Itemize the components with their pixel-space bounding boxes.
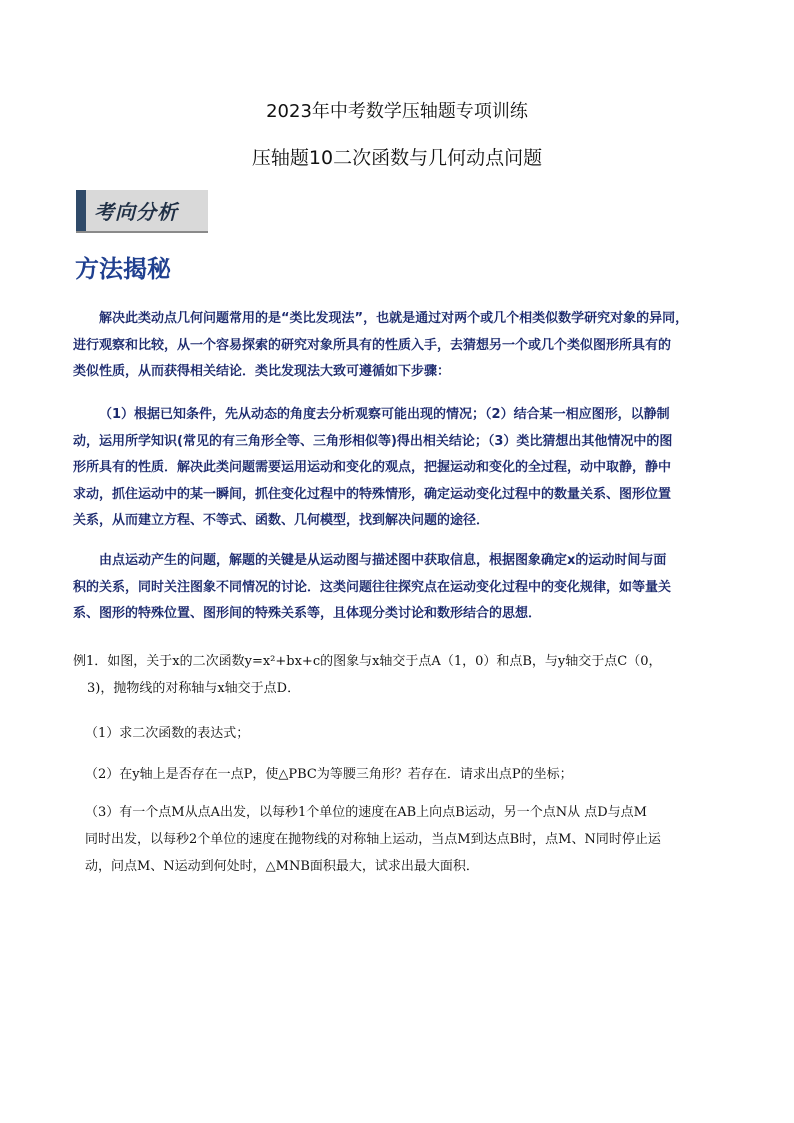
paragraph-line: 形所具有的性质．解决此类问题需要运用运动和变化的观点，把握运动和变化的全过程，动中取静，静中: [73, 460, 672, 475]
paragraph-line: 求动，抓住运动中的某一瞬间，抓住变化过程中的特殊情形，确定运动变化过程中的数量关系、图形位置: [73, 486, 672, 502]
banner-label: 考向分析: [94, 200, 178, 224]
example-statement-line-1: 例1．如图，关于x的二次函数y=x²+bx+c的图象与x轴交于点A（1，0）和点B，与y轴交于点C（0，: [73, 654, 662, 669]
paragraph-line: 关系，从而建立方程、不等式、函数、几何模型，找到解决问题的途径．: [73, 513, 490, 528]
paragraph-line: 进行观察和比较，从一个容易探索的研究对象所具有的性质入手，去猜想另一个或几个类似图形所具有的: [73, 337, 672, 353]
question-3-line-1: （3）有一个点M从点A出发，以每秒1个单位的速度在AB上向点B运动，另一个点N从 点D与点M: [85, 805, 647, 820]
paragraph-line: （1）根据已知条件，先从动态的角度去分析观察可能出现的情况；（2）结合某一相应图形，以静制: [99, 407, 670, 422]
banner-accent-bar: [76, 190, 86, 231]
example-statement-line-2: 3)，抛物线的对称轴与x轴交于点D．: [87, 681, 301, 696]
question-3-line-2: 同时出发，以每秒2个单位的速度在抛物线的对称轴上运动，当点M到达点B时，点M、N同时停止运: [85, 832, 661, 847]
paragraph-line: 解决此类动点几何问题常用的是“类比发现法”，也就是通过对两个或几个相类似数学研究对象的异同，: [99, 311, 689, 326]
question-3-line-3: 动，问点M、N运动到何处时，△MNB面积最大，试求出最大面积．: [85, 859, 479, 874]
question-2: （2）在y轴上是否存在一点P，使△PBC为等腰三角形？若存在．请求出点P的坐标；: [85, 767, 573, 782]
paragraph-line: 系、图形的特殊位置、图形间的特殊关系等，且体现分类讨论和数形结合的思想．: [73, 606, 542, 621]
document-subtitle: 压轴题10二次函数与几何动点问题: [251, 147, 543, 169]
paragraph-1: [73, 306, 723, 386]
section-banner: [76, 190, 208, 233]
paragraph-line: 动，运用所学知识(常见的有三角形全等、三角形相似等)得出相关结论；（3）类比猜想出其他情况中的图: [73, 433, 673, 449]
document-title: 2023年中考数学压轴题专项训练: [266, 101, 528, 122]
paragraph-line: 由点运动产生的问题，解题的关键是从运动图与描述图中获取信息，根据图象确定x的运动时间与面: [99, 553, 667, 568]
question-1: （1）求二次函数的表达式；: [85, 726, 250, 741]
paragraph-3: [73, 548, 723, 628]
paragraph-line: 类似性质，从而获得相关结论．类比发现法大致可遵循如下步骤：: [73, 364, 451, 379]
paragraph-line: 积的关系，同时关注图象不同情况的讨论．这类问题往往探究点在运动变化过程中的变化规律，如等量关: [73, 579, 672, 595]
paragraph-2: [73, 402, 723, 535]
section-heading: 方法揭秘: [75, 255, 171, 283]
